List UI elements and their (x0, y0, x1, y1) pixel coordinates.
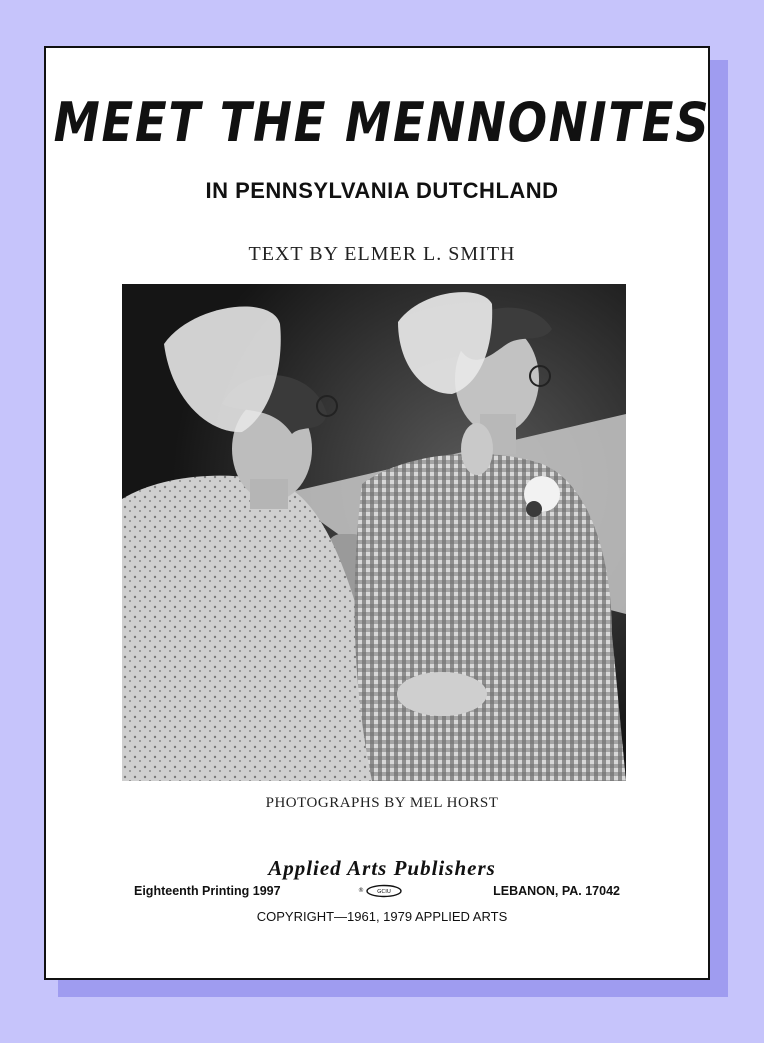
union-label-icon (358, 884, 406, 898)
publisher-location: LEBANON, PA. 17042 (493, 884, 620, 898)
book-title: MEET THE MENNONITES (53, 91, 711, 154)
svg-text:GCIU: GCIU (377, 889, 391, 896)
cover-photo-image (122, 284, 626, 781)
cover-photo (122, 284, 626, 781)
copyright-notice: COPYRIGHT—1961, 1979 APPLIED ARTS (256, 909, 508, 924)
svg-text:®: ® (358, 887, 364, 894)
book-subtitle: IN PENNSYLVANIA DUTCHLAND (205, 178, 559, 203)
photo-credit: PHOTOGRAPHS BY MEL HORST (265, 795, 499, 811)
printing-edition: Eighteenth Printing 1997 (134, 884, 281, 898)
author-byline: TEXT BY ELMER L. SMITH (248, 243, 516, 265)
publisher-name: Applied Arts Publishers (268, 856, 496, 880)
